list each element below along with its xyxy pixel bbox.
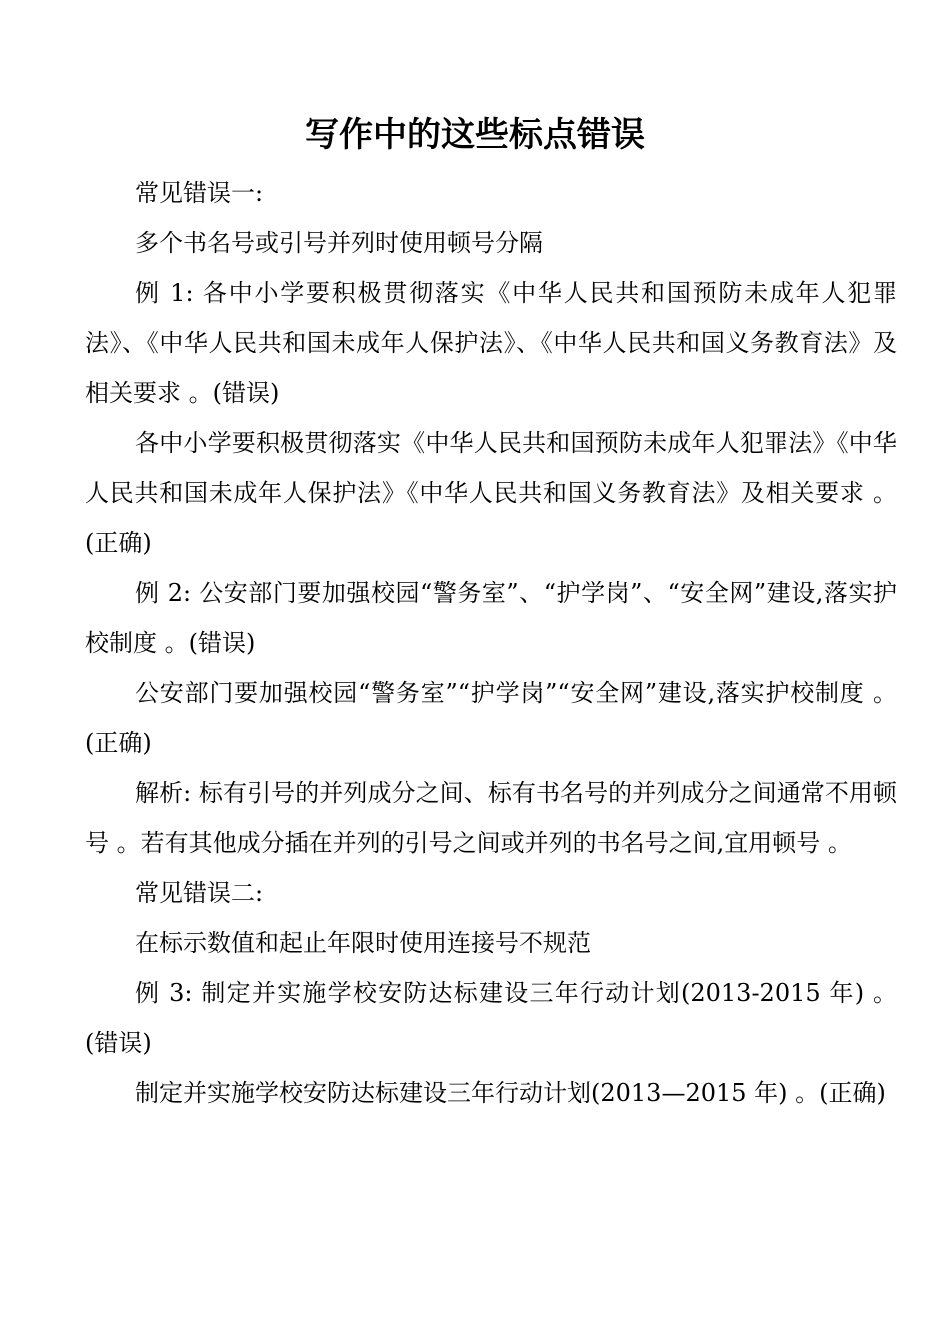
document-body <box>85 168 897 1118</box>
paragraph-common-error-one-description: 多个书名号或引号并列时使用顿号分隔 <box>135 229 543 257</box>
document-title: 写作中的这些标点错误 <box>305 115 645 155</box>
paragraph-common-error-two-heading: 常见错误二: <box>135 879 264 907</box>
paragraph-common-error-one-heading: 常见错误一: <box>135 179 264 207</box>
paragraph-example-2-wrong: 例 2: 公安部门要加强校园“警务室”、“护学岗”、“安全网”建设,落实护校制度 。(错误) <box>85 579 897 657</box>
paragraph-common-error-two-description: 在标示数值和起止年限时使用连接号不规范 <box>135 929 591 957</box>
paragraph-example-1-wrong: 例 1: 各中小学要积极贯彻落实《中华人民共和国预防未成年人犯罪法》、《中华人民共和国未成年人保护法》、《中华人民共和国义务教育法》及相关要求 。(错误) <box>85 279 897 407</box>
paragraph-analysis: 解析: 标有引号的并列成分之间、标有书名号的并列成分之间通常不用顿号 。若有其他成分插在并列的引号之间或并列的书名号之间,宜用顿号 。 <box>85 779 897 857</box>
paragraph-example-2-correct: 公安部门要加强校园“警务室”“护学岗”“安全网”建设,落实护校制度 。(正确) <box>85 679 897 757</box>
paragraph-example-3-wrong: 例 3: 制定并实施学校安防达标建设三年行动计划(2013-2015 年) 。(错误) <box>85 979 897 1057</box>
paragraph-example-3-correct: 制定并实施学校安防达标建设三年行动计划(2013—2015 年) 。(正确) <box>135 1079 886 1107</box>
paragraph-example-1-correct: 各中小学要积极贯彻落实《中华人民共和国预防未成年人犯罪法》《中华人民共和国未成年人保护法》《中华人民共和国义务教育法》及相关要求 。(正确) <box>85 429 897 557</box>
